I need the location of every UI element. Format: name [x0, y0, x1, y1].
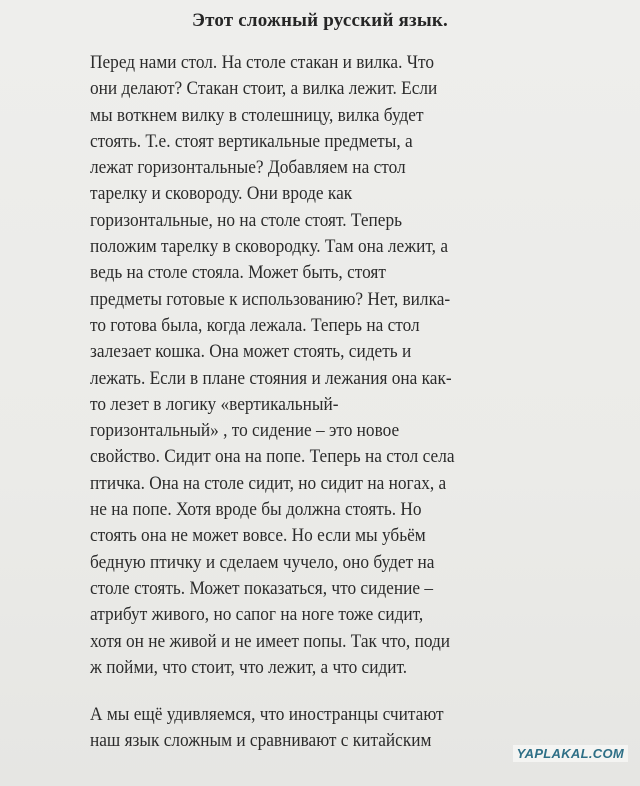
text-line: лежать. Если в плане стояния и лежания она как- — [90, 368, 452, 389]
text-line: лежат горизонтальные? Добавляем на стол — [90, 158, 406, 179]
text-line: то лезет в логику «вертикальный- — [90, 394, 339, 415]
text-line: горизонтальный» , то сидение – это новое — [90, 421, 400, 442]
page-title: Этот сложный русский язык. — [191, 10, 448, 31]
text-line: стоять. Т.е. стоят вертикальные предметы, а — [90, 131, 413, 152]
text-line: птичка. Она на столе сидит, но сидит на ногах, а — [90, 473, 447, 494]
text-line: горизонтальные, но на столе стоят. Теперь — [90, 210, 402, 231]
text-line: атрибут живого, но сапог на ноге тоже сидит, — [90, 605, 424, 626]
text-line: предметы готовые к использованию? Нет, вилка- — [90, 289, 451, 310]
text-line: столе стоять. Может показаться, что сидение – — [90, 578, 433, 599]
text-line: положим тарелку в сковородку. Там она лежит, а — [90, 237, 449, 258]
paragraph-1 — [90, 50, 590, 681]
text-line: залезает кошка. Она может стоять, сидеть и — [90, 342, 412, 363]
site-watermark: YAPLAKAL.COM — [513, 745, 628, 762]
text-line: Перед нами стол. На столе стакан и вилка. Что — [90, 53, 434, 73]
text-line: свойство. Сидит она на попе. Теперь на стол села — [90, 447, 455, 468]
text-line: не на попе. Хотя вроде бы должна стоять. Но — [90, 500, 422, 521]
text-line: А мы ещё удивляемся, что иностранцы считают — [90, 705, 444, 725]
text-line: тарелку и сковороду. Они вроде как — [90, 184, 353, 205]
text-line: ж пойми, что стоит, что лежит, а что сидит. — [90, 657, 408, 678]
text-line: бедную птичку и сделаем чучело, оно будет на — [90, 552, 435, 573]
text-line: мы воткнем вилку в столешницу, вилка будет — [90, 105, 424, 126]
text-line: то готова была, когда лежала. Теперь на стол — [90, 315, 420, 336]
text-line: хотя он не живой и не имеет попы. Так что, поди — [90, 631, 451, 652]
text-line: стоять она не может вовсе. Но если мы убьём — [90, 526, 426, 547]
text-line: ведь на столе стояла. Может быть, стоят — [90, 263, 386, 284]
text-line: наш язык сложным и сравнивают с китайским — [90, 731, 432, 752]
text-line: они делают? Стакан стоит, а вилка лежит. Если — [90, 79, 438, 100]
